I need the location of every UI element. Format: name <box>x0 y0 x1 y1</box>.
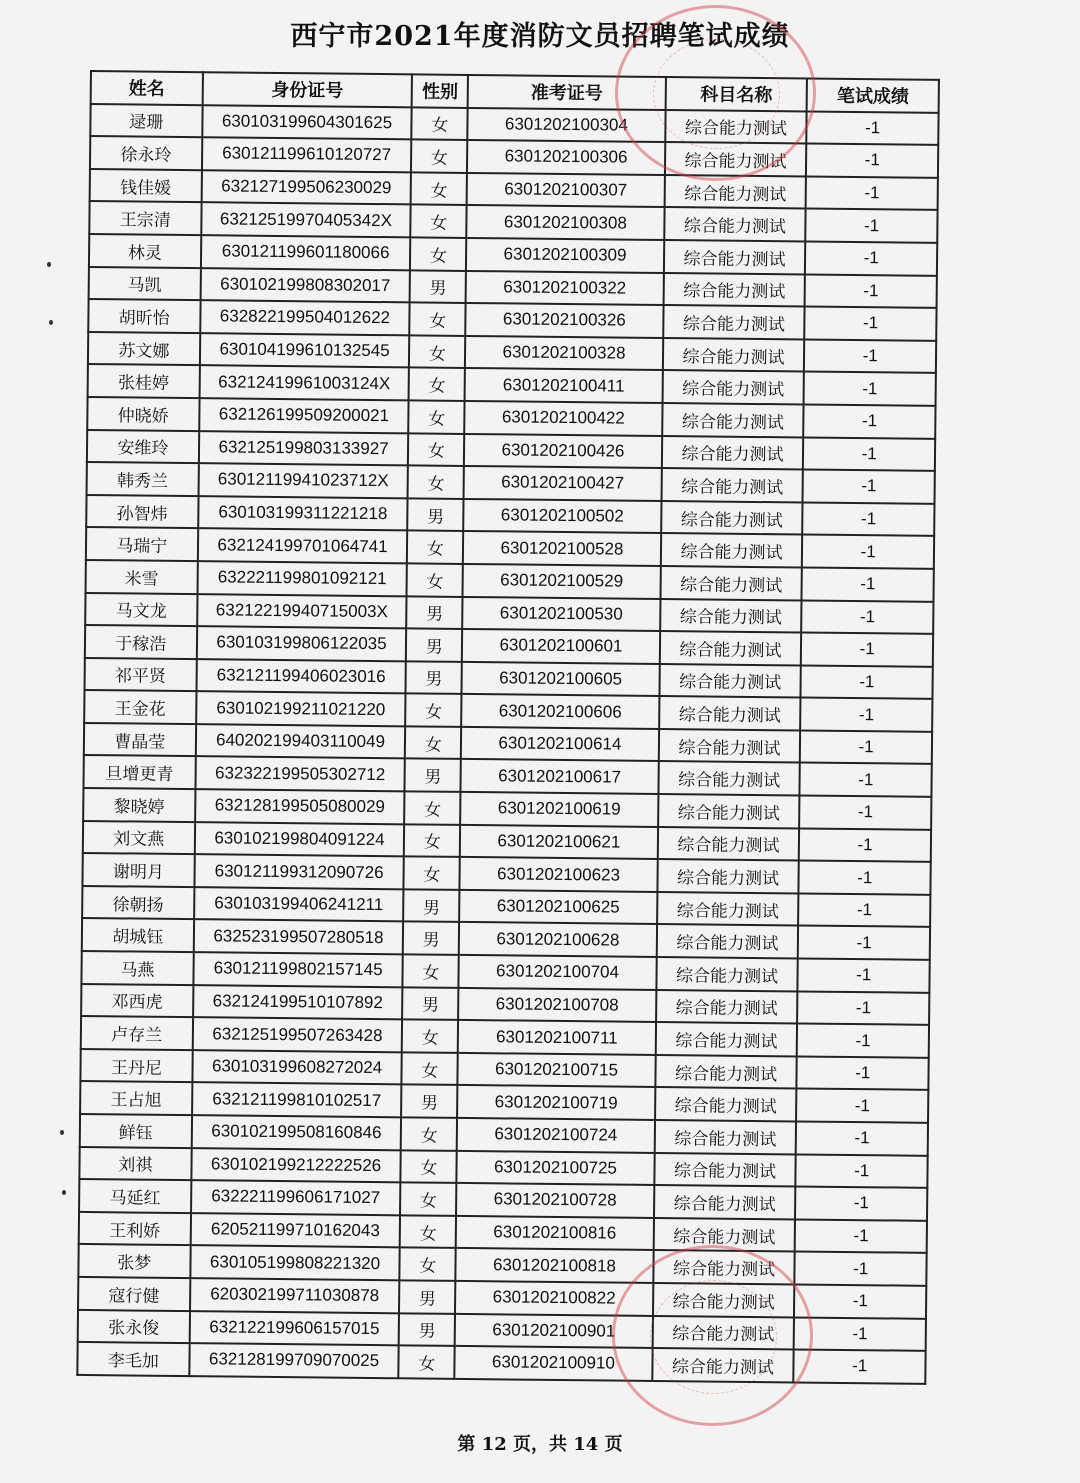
cell-id-number: 620302199711030878 <box>190 1278 400 1313</box>
table-body <box>77 104 938 1384</box>
scan-speck <box>60 1130 64 1135</box>
cell-id-number: 630103199311221218 <box>198 496 408 531</box>
cell-exam-number: 6301202100910 <box>455 1346 653 1381</box>
cell-subject: 综合能力测试 <box>663 305 805 339</box>
cell-subject: 综合能力测试 <box>657 892 799 926</box>
scan-speck <box>47 262 51 267</box>
cell-score: -1 <box>797 1024 929 1058</box>
cell-exam-number: 6301202100426 <box>464 433 662 468</box>
cell-score: -1 <box>798 958 930 992</box>
cell-id-number: 630105199808221320 <box>190 1245 400 1280</box>
cell-score: -1 <box>802 567 934 601</box>
cell-gender: 男 <box>406 661 462 694</box>
cell-exam-number: 6301202100623 <box>460 857 658 892</box>
cell-score: -1 <box>798 926 930 960</box>
cell-score: -1 <box>801 633 933 667</box>
cell-subject: 综合能力测试 <box>655 1022 797 1056</box>
cell-exam-number: 6301202100625 <box>459 890 657 925</box>
cell-exam-number: 6301202100601 <box>462 629 660 664</box>
cell-exam-number: 6301202100816 <box>456 1216 654 1251</box>
cell-exam-number: 6301202100502 <box>463 499 661 534</box>
cell-exam-number: 6301202100605 <box>462 662 660 697</box>
cell-subject: 综合能力测试 <box>654 1120 796 1154</box>
cell-gender: 女 <box>402 1020 458 1053</box>
cell-subject: 综合能力测试 <box>664 240 806 274</box>
cell-score: -1 <box>795 1219 927 1253</box>
cell-exam-number: 6301202100422 <box>464 401 662 436</box>
cell-score: -1 <box>807 111 939 145</box>
cell-name: 张梦 <box>78 1244 190 1278</box>
cell-score: -1 <box>805 241 937 275</box>
cell-subject: 综合能力测试 <box>661 468 803 502</box>
cell-score: -1 <box>800 763 932 797</box>
cell-subject: 综合能力测试 <box>661 501 803 535</box>
cell-name: 张桂婷 <box>88 364 200 398</box>
cell-gender: 女 <box>400 1215 456 1248</box>
cell-name: 胡昕怡 <box>88 299 200 333</box>
cell-id-number: 632125199507263428 <box>192 1017 402 1052</box>
cell-gender: 男 <box>399 1313 455 1346</box>
cell-gender: 女 <box>408 433 464 466</box>
cell-gender: 女 <box>402 1052 458 1085</box>
header-id-number: 身份证号 <box>202 72 412 107</box>
cell-score: -1 <box>794 1350 926 1384</box>
cell-subject: 综合能力测试 <box>656 957 798 991</box>
cell-exam-number: 6301202100619 <box>460 792 658 827</box>
cell-score: -1 <box>801 698 933 732</box>
cell-id-number: 632221199606171027 <box>191 1180 401 1215</box>
cell-subject: 综合能力测试 <box>664 207 806 241</box>
cell-score: -1 <box>797 1056 929 1090</box>
header-score: 笔试成绩 <box>807 79 939 113</box>
cell-subject: 综合能力测试 <box>658 794 800 828</box>
cell-id-number: 632322199505302712 <box>195 757 405 792</box>
cell-name: 李毛加 <box>77 1342 189 1376</box>
cell-id-number: 630121199802157145 <box>193 952 403 987</box>
cell-score: -1 <box>803 470 935 504</box>
header-exam-number: 准考证号 <box>468 75 666 110</box>
cell-id-number: 632125199803133927 <box>199 431 409 466</box>
cell-score: -1 <box>805 307 937 341</box>
cell-subject: 综合能力测试 <box>657 859 799 893</box>
cell-exam-number: 6301202100307 <box>467 173 665 208</box>
cell-gender: 女 <box>412 107 468 140</box>
cell-gender: 男 <box>410 270 466 303</box>
cell-gender: 男 <box>403 889 459 922</box>
cell-exam-number: 6301202100724 <box>457 1118 655 1153</box>
cell-score: -1 <box>802 535 934 569</box>
cell-subject: 综合能力测试 <box>653 1218 795 1252</box>
cell-id-number: 63212219940715003X <box>197 594 407 629</box>
cell-id-number: 630103199406241211 <box>194 887 404 922</box>
cell-subject: 综合能力测试 <box>659 696 801 730</box>
cell-id-number: 632128199709070025 <box>189 1343 399 1378</box>
cell-name: 马文龙 <box>85 592 197 626</box>
cell-gender: 女 <box>400 1183 456 1216</box>
cell-gender: 女 <box>399 1345 455 1378</box>
cell-name: 旦增更青 <box>83 755 195 789</box>
cell-gender: 女 <box>403 954 459 987</box>
cell-subject: 综合能力测试 <box>657 827 799 861</box>
cell-subject: 综合能力测试 <box>655 1087 797 1121</box>
cell-gender: 女 <box>406 694 462 727</box>
cell-subject: 综合能力测试 <box>652 1348 794 1382</box>
cell-score: -1 <box>803 502 935 536</box>
cell-subject: 综合能力测试 <box>654 1185 796 1219</box>
cell-score: -1 <box>804 404 936 438</box>
cell-name: 于稼浩 <box>85 625 197 659</box>
cell-id-number: 632221199801092121 <box>197 561 407 596</box>
cell-id-number: 63012119941023712X <box>198 463 408 498</box>
cell-score: -1 <box>806 176 938 210</box>
cell-subject: 综合能力测试 <box>654 1153 796 1187</box>
cell-id-number: 632121199810102517 <box>192 1083 402 1118</box>
cell-name: 逯珊 <box>90 104 202 138</box>
cell-gender: 女 <box>404 824 460 857</box>
cell-score: -1 <box>801 665 933 699</box>
cell-gender: 女 <box>405 726 461 759</box>
cell-score: -1 <box>800 730 932 764</box>
cell-name: 黎晓婷 <box>83 788 195 822</box>
cell-name: 钱佳媛 <box>90 169 202 203</box>
cell-id-number: 630121199610120727 <box>202 137 412 172</box>
cell-gender: 女 <box>409 368 465 401</box>
cell-gender: 女 <box>407 531 463 564</box>
cell-subject: 综合能力测试 <box>660 631 802 665</box>
cell-id-number: 632523199507280518 <box>193 920 403 955</box>
cell-subject: 综合能力测试 <box>663 338 805 372</box>
cell-exam-number: 6301202100822 <box>455 1281 653 1316</box>
cell-exam-number: 6301202100411 <box>465 368 663 403</box>
cell-score: -1 <box>795 1187 927 1221</box>
cell-name: 王占旭 <box>80 1081 192 1115</box>
cell-id-number: 630102199508160846 <box>191 1115 401 1150</box>
scan-speck <box>49 320 53 325</box>
cell-gender: 女 <box>400 1248 456 1281</box>
cell-exam-number: 6301202100715 <box>458 1053 656 1088</box>
cell-score: -1 <box>796 1089 928 1123</box>
cell-exam-number: 6301202100818 <box>456 1248 654 1283</box>
cell-score: -1 <box>799 796 931 830</box>
cell-id-number: 630103199806122035 <box>197 626 407 661</box>
cell-subject: 综合能力测试 <box>664 175 806 209</box>
page-title: 西宁市2021年度消防文员招聘笔试成绩 <box>290 21 790 52</box>
cell-name: 祁平贤 <box>85 658 197 692</box>
cell-name: 安维玲 <box>87 430 199 464</box>
cell-exam-number: 6301202100708 <box>458 988 656 1023</box>
cell-name: 张永俊 <box>78 1310 190 1344</box>
cell-exam-number: 6301202100304 <box>468 108 666 143</box>
cell-exam-number: 6301202100704 <box>459 955 657 990</box>
cell-subject: 综合能力测试 <box>655 1055 797 1089</box>
cell-score: -1 <box>798 893 930 927</box>
cell-name: 韩秀兰 <box>87 462 199 496</box>
cell-gender: 女 <box>411 172 467 205</box>
cell-exam-number: 6301202100606 <box>461 694 659 729</box>
cell-exam-number: 6301202100711 <box>458 1020 656 1055</box>
cell-gender: 女 <box>411 205 467 238</box>
cell-name: 徐永玲 <box>90 136 202 170</box>
cell-exam-number: 6301202100728 <box>456 1183 654 1218</box>
cell-gender: 男 <box>402 987 458 1020</box>
header-name: 姓名 <box>91 71 203 105</box>
cell-score: -1 <box>802 600 934 634</box>
cell-name: 鲜钰 <box>80 1114 192 1148</box>
cell-name: 刘文燕 <box>83 821 195 855</box>
cell-gender: 男 <box>408 498 464 531</box>
cell-score: -1 <box>803 437 935 471</box>
cell-exam-number: 6301202100328 <box>465 336 663 371</box>
cell-name: 曹晶莹 <box>84 723 196 757</box>
cell-subject: 综合能力测试 <box>662 436 804 470</box>
cell-score: -1 <box>794 1284 926 1318</box>
cell-gender: 女 <box>401 1150 457 1183</box>
cell-id-number: 632124199701064741 <box>198 528 408 563</box>
cell-name: 马凯 <box>89 267 201 301</box>
cell-subject: 综合能力测试 <box>658 729 800 763</box>
cell-name: 仲晓娇 <box>87 397 199 431</box>
cell-id-number: 630102199804091224 <box>194 822 404 857</box>
cell-id-number: 632122199606157015 <box>189 1311 399 1346</box>
cell-id-number: 63212519970405342X <box>201 203 411 238</box>
cell-id-number: 630121199601180066 <box>201 235 411 270</box>
cell-exam-number: 6301202100322 <box>466 271 664 306</box>
cell-id-number: 632126199509200021 <box>199 398 409 433</box>
cell-id-number: 63212419961003124X <box>199 366 409 401</box>
cell-score: -1 <box>804 339 936 373</box>
cell-gender: 女 <box>405 791 461 824</box>
cell-gender: 女 <box>410 303 466 336</box>
cell-exam-number: 6301202100901 <box>455 1313 653 1348</box>
cell-id-number: 630102199808302017 <box>200 268 410 303</box>
cell-name: 林灵 <box>89 234 201 268</box>
cell-score: -1 <box>799 828 931 862</box>
cell-id-number: 630102199212222526 <box>191 1148 401 1183</box>
cell-name: 孙智炜 <box>86 495 198 529</box>
cell-subject: 综合能力测试 <box>665 142 807 176</box>
cell-gender: 女 <box>408 465 464 498</box>
cell-id-number: 632822199504012622 <box>200 300 410 335</box>
cell-exam-number: 6301202100530 <box>462 596 660 631</box>
cell-id-number: 630103199608272024 <box>192 1050 402 1085</box>
cell-name: 徐朝扬 <box>82 886 194 920</box>
header-gender: 性别 <box>412 74 468 107</box>
cell-subject: 综合能力测试 <box>653 1283 795 1317</box>
cell-id-number: 632128199505080029 <box>195 789 405 824</box>
cell-score: -1 <box>799 861 931 895</box>
cell-id-number: 630102199211021220 <box>196 691 406 726</box>
cell-subject: 综合能力测试 <box>662 403 804 437</box>
cell-score: -1 <box>806 209 938 243</box>
cell-score: -1 <box>805 274 937 308</box>
cell-score: -1 <box>796 1154 928 1188</box>
cell-exam-number: 6301202100326 <box>465 303 663 338</box>
cell-name: 马延红 <box>79 1179 191 1213</box>
cell-gender: 女 <box>409 400 465 433</box>
cell-gender: 女 <box>409 335 465 368</box>
cell-gender: 女 <box>411 140 467 173</box>
cell-id-number: 620521199710162043 <box>190 1213 400 1248</box>
cell-exam-number: 6301202100725 <box>457 1150 655 1185</box>
cell-subject: 综合能力测试 <box>659 664 801 698</box>
cell-exam-number: 6301202100617 <box>461 759 659 794</box>
cell-gender: 女 <box>410 237 466 270</box>
cell-id-number: 632124199510107892 <box>193 985 403 1020</box>
cell-id-number: 632127199506230029 <box>201 170 411 205</box>
score-table <box>76 70 940 1385</box>
cell-name: 马燕 <box>81 951 193 985</box>
cell-id-number: 630103199604301625 <box>202 105 412 140</box>
page-footer: 第 12 页，共 14 页 <box>457 1434 623 1455</box>
cell-subject: 综合能力测试 <box>665 110 807 144</box>
cell-exam-number: 6301202100308 <box>467 205 665 240</box>
cell-name: 刘祺 <box>79 1147 191 1181</box>
cell-gender: 男 <box>406 628 462 661</box>
cell-name: 胡城钰 <box>82 918 194 952</box>
cell-gender: 男 <box>405 759 461 792</box>
cell-name: 苏文娜 <box>88 332 200 366</box>
cell-subject: 综合能力测试 <box>653 1250 795 1284</box>
cell-exam-number: 6301202100719 <box>457 1085 655 1120</box>
cell-exam-number: 6301202100621 <box>460 825 658 860</box>
cell-gender: 女 <box>404 857 460 890</box>
cell-subject: 综合能力测试 <box>661 533 803 567</box>
cell-exam-number: 6301202100309 <box>466 238 664 273</box>
cell-subject: 综合能力测试 <box>656 990 798 1024</box>
cell-id-number: 632121199406023016 <box>196 659 406 694</box>
cell-exam-number: 6301202100614 <box>461 727 659 762</box>
cell-exam-number: 6301202100628 <box>459 922 657 957</box>
cell-gender: 男 <box>403 922 459 955</box>
cell-name: 谢明月 <box>82 853 194 887</box>
cell-id-number: 640202199403110049 <box>195 724 405 759</box>
cell-name: 王利娇 <box>79 1212 191 1246</box>
cell-subject: 综合能力测试 <box>658 761 800 795</box>
header-subject: 科目名称 <box>665 77 807 111</box>
cell-name: 邓西虎 <box>81 984 193 1018</box>
cell-subject: 综合能力测试 <box>660 566 802 600</box>
cell-name: 卢存兰 <box>81 1016 193 1050</box>
cell-exam-number: 6301202100427 <box>464 466 662 501</box>
cell-name: 米雪 <box>86 560 198 594</box>
cell-id-number: 630104199610132545 <box>200 333 410 368</box>
cell-score: -1 <box>795 1252 927 1286</box>
cell-id-number: 630121199312090726 <box>194 854 404 889</box>
cell-gender: 女 <box>407 563 463 596</box>
cell-subject: 综合能力测试 <box>663 273 805 307</box>
scan-speck <box>62 1190 66 1195</box>
cell-subject: 综合能力测试 <box>652 1316 794 1350</box>
cell-gender: 男 <box>407 596 463 629</box>
cell-name: 王丹尼 <box>80 1049 192 1083</box>
cell-subject: 综合能力测试 <box>662 370 804 404</box>
cell-subject: 综合能力测试 <box>660 598 802 632</box>
cell-score: -1 <box>804 372 936 406</box>
cell-score: -1 <box>796 1121 928 1155</box>
cell-score: -1 <box>794 1317 926 1351</box>
cell-exam-number: 6301202100306 <box>467 140 665 175</box>
cell-score: -1 <box>806 144 938 178</box>
cell-score: -1 <box>797 991 929 1025</box>
cell-gender: 男 <box>399 1280 455 1313</box>
cell-name: 寇行健 <box>78 1277 190 1311</box>
cell-name: 马瑞宁 <box>86 527 198 561</box>
cell-gender: 女 <box>401 1117 457 1150</box>
cell-gender: 男 <box>401 1085 457 1118</box>
cell-name: 王金花 <box>84 690 196 724</box>
cell-exam-number: 6301202100529 <box>463 564 661 599</box>
cell-exam-number: 6301202100528 <box>463 531 661 566</box>
cell-subject: 综合能力测试 <box>656 924 798 958</box>
cell-name: 王宗清 <box>89 201 201 235</box>
